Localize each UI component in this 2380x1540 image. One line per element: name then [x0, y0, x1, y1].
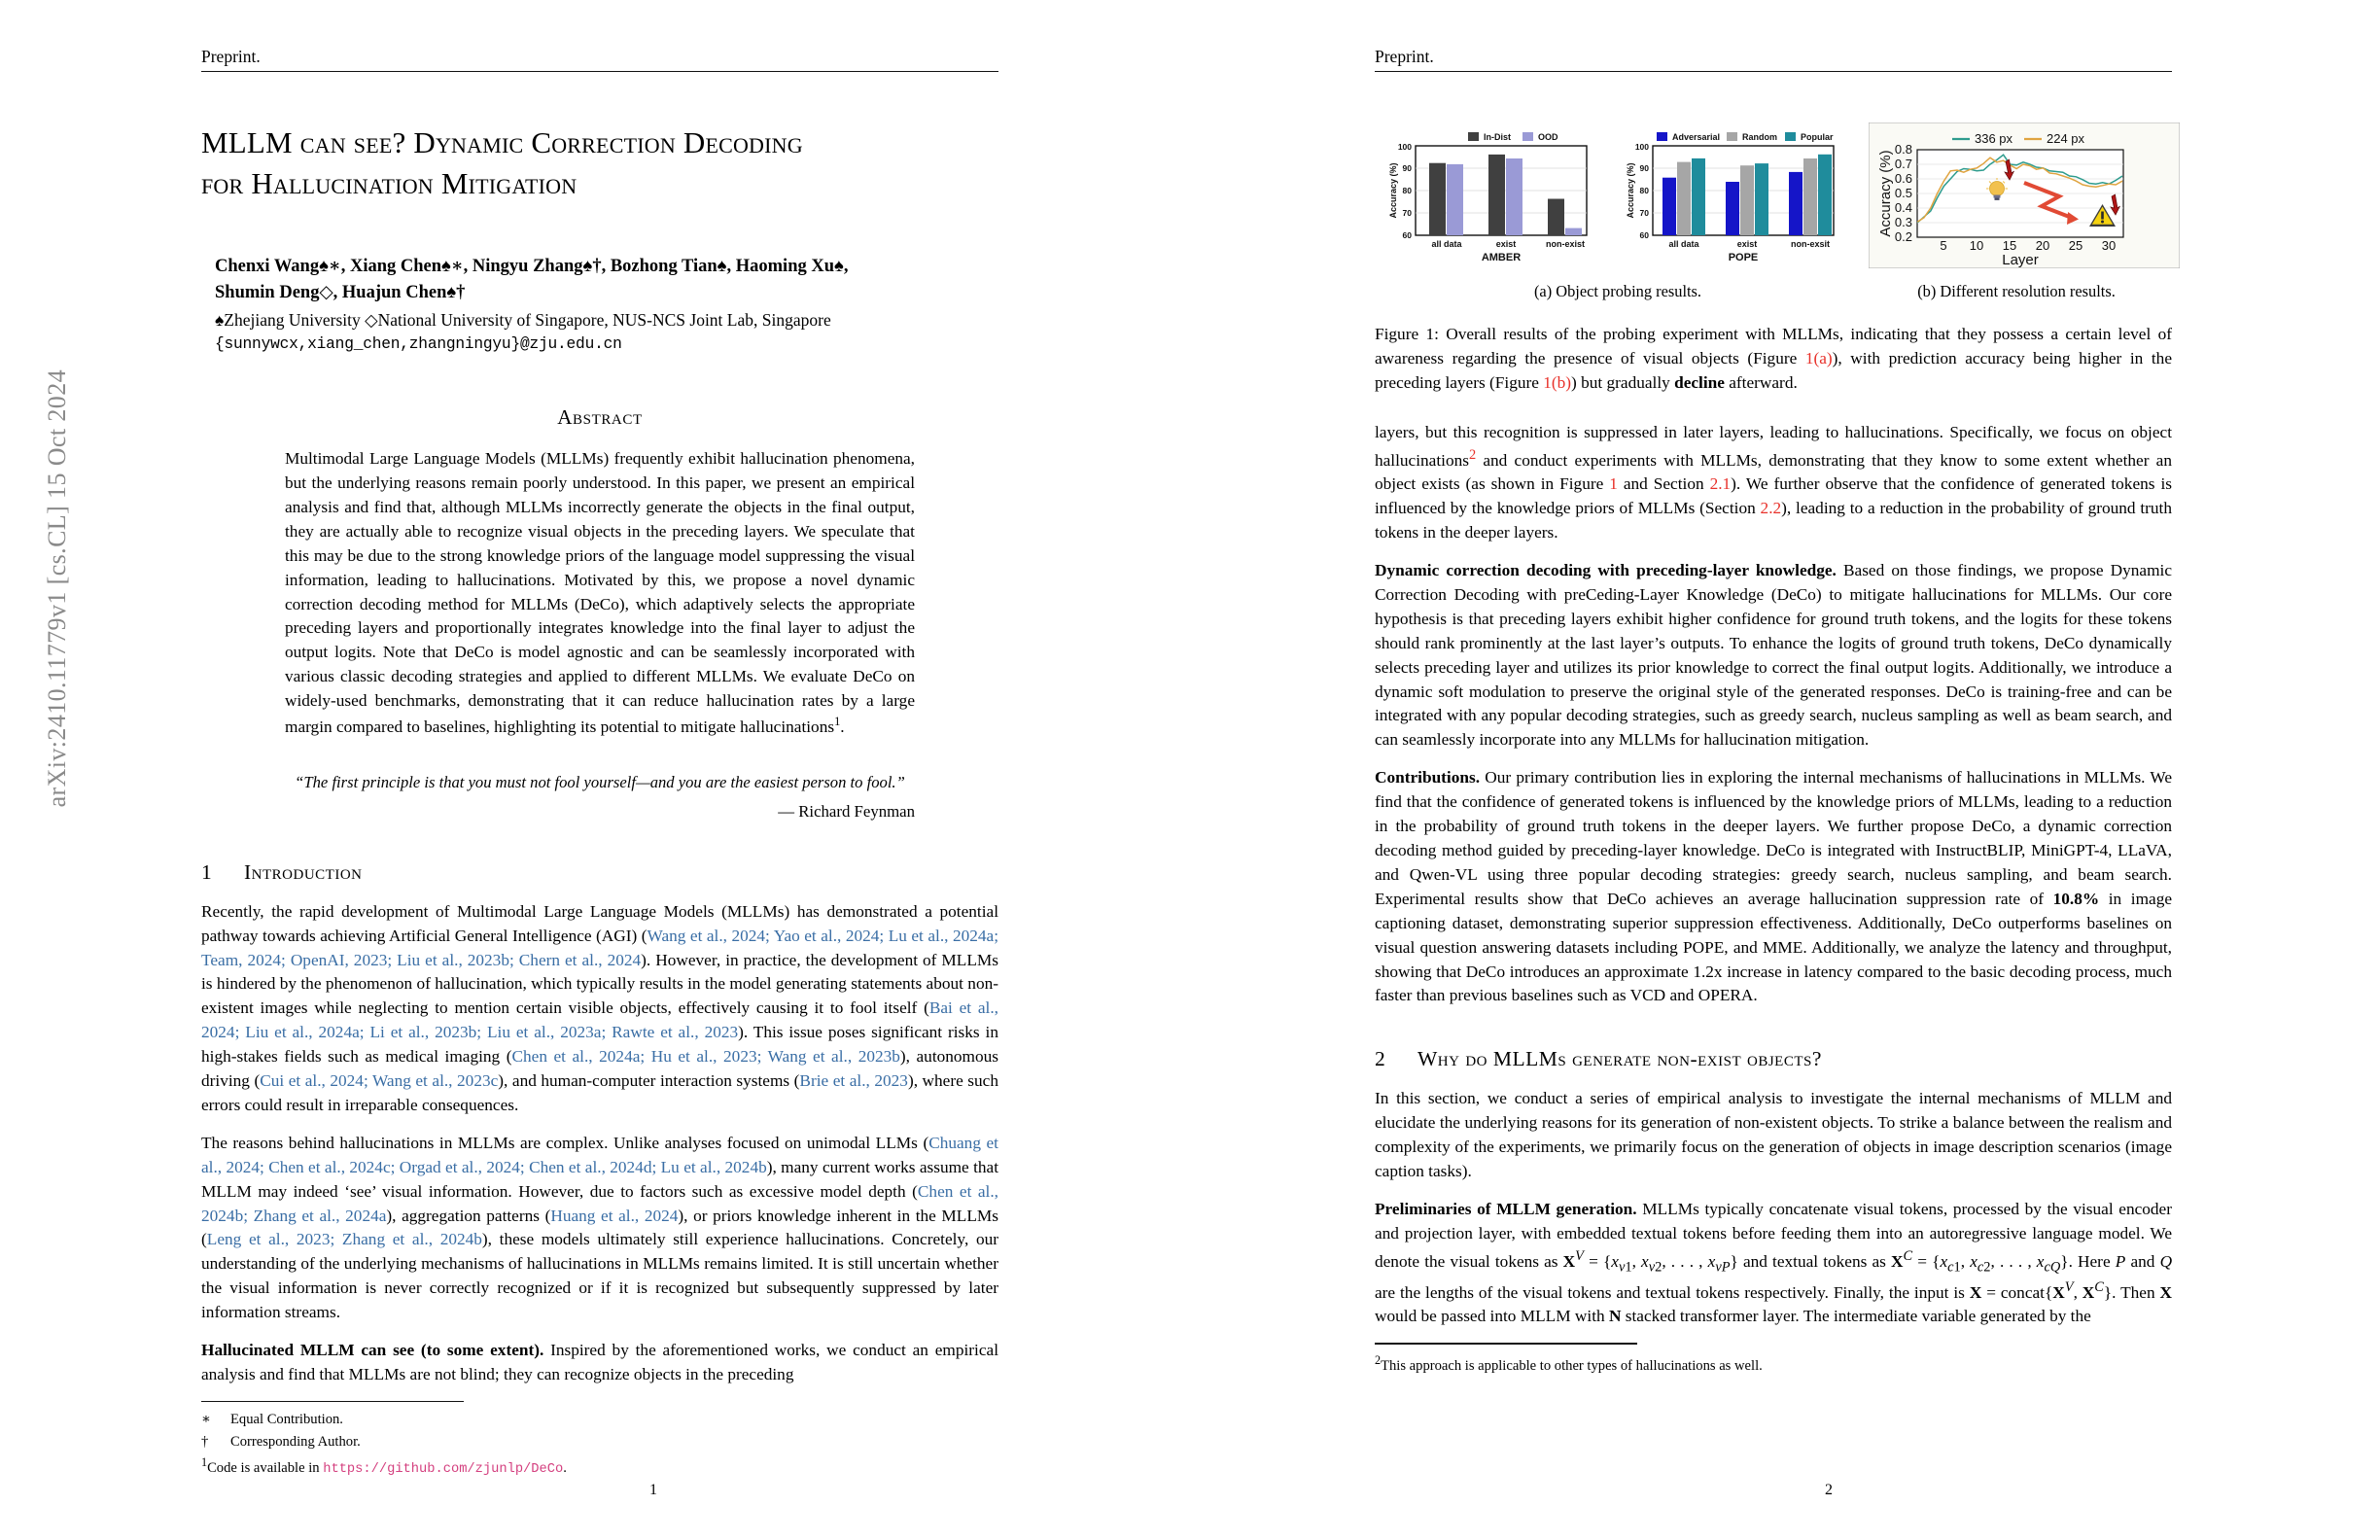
legend-swatch-in-dist [1468, 132, 1479, 141]
pope-ytick-70: 70 [1639, 208, 1649, 218]
footnote-code-link [201, 1454, 998, 1479]
citation-group-1[interactable]: Wang et al., 2024; Yao et al., 2024; Lu et al., 2024a; Team, 2024; OpenAI, 2023; Liu et al., 2023b; Chern et al., 2024 [201, 926, 998, 969]
page-title [201, 122, 998, 203]
subcaption-a: (a) Object probing results. [1533, 282, 1702, 300]
figcap-ref-1a[interactable]: 1(a) [1804, 348, 1833, 368]
title-line-1-prefix: MLLM [201, 125, 293, 159]
p2-p5-lead: Preliminaries of MLLM generation. [1375, 1199, 1637, 1218]
section-1-title: Introduction [244, 859, 363, 884]
subcaption-b: (b) Different resolution results. [1917, 282, 2116, 300]
running-head-2: Preprint. [1375, 47, 2172, 72]
amber-ytick-60: 60 [1402, 230, 1412, 240]
author-line-2: Shumin Deng◇, Huajun Chen♠† [215, 282, 466, 302]
p2-p3-text-a: Our primary contribution lies in exploring the internal mechanisms of hallucinations in MLLMs. We find that the confidence of generated tokens is influenced by the knowledge priors of MLLMs, leading to a reduction in the probability of ground truth tokens in the deeper layers. We further propose DeCo, a dynamic correction decoding method guided by preceding-layer knowledge. DeCo is integrated with InstructBLIP, MiniGPT-4, LLaVA, and Qwen-VL using three popular decoding strategies: greedy search, nucleus sampling, and beam search. Experimental results show that DeCo achieves an average hallucination suppression rate of [1375, 768, 2172, 908]
linechart-ytick-0-8: 0.8 [1894, 142, 1912, 157]
linechart-ytick-0-7: 0.7 [1894, 157, 1912, 171]
figcap-b: ), with prediction accuracy being higher in the preceding layers (Figure [1375, 348, 2172, 392]
section-1-heading [201, 860, 998, 885]
page2-paragraph-contributions [1375, 766, 2172, 1008]
title-line-1-rest: can see? Dynamic Correction Decoding [292, 125, 803, 159]
linechart-xtick-25: 25 [2068, 238, 2083, 253]
legend-label-336px: 336 px [1975, 131, 2013, 146]
intro-p2-d: ), or priors knowledge inherent in the MLLMs ( [201, 1206, 998, 1249]
linechart-xtick-20: 20 [2035, 238, 2050, 253]
epigraph-attribution: — Richard Feynman [778, 801, 915, 821]
pope-dataset-label: POPE [1728, 252, 1759, 263]
footnote-marker-star: ∗ [201, 1412, 211, 1428]
citation-group-7[interactable]: Chen et al., 2024b; Zhang et al., 2024a [201, 1181, 999, 1225]
page-number-1: 1 [649, 1482, 657, 1498]
pope-bar-nonexist-random [1803, 158, 1817, 235]
footnote-rule-2 [1375, 1343, 1637, 1344]
title-line-2: for Hallucination Mitigation [201, 165, 578, 200]
intro-p1-f: ), where such errors could result in irreparable consequences. [201, 1071, 998, 1114]
abstract-text: Multimodal Large Language Models (MLLMs) frequently exhibit hallucination phenomena, but the underlying reasons remain poorly understood. In this paper, we present an empirical analysis and find that, although MLLMs incorrectly generate the objects in the final output, they are actually able to recognize visual objects in the preceding layers. We speculate that this may be due to the strong knowledge priors of the language model suppressing the visual information, leading to hallucinations. Motivated by this, we propose a novel dynamic correction decoding method for MLLMs (DeCo), which adaptively selects the appropriate preceding layers and proportionally integrates knowledge into the final layer to adjust the output logits. Note that DeCo is model agnostic and can be seamlessly incorporated with various classic decoding strategies and applied to different MLLMs. We evaluate DeCo on widely-used benchmarks, demonstrating that it can reduce hallucination rates by a large margin compared to baselines, highlighting its potential to mitigate hallucinations [285, 449, 915, 736]
github-repo-link[interactable]: https://github.com/zjunlp/DeCo [323, 1461, 564, 1477]
linechart-ytick-0-6: 0.6 [1894, 171, 1912, 186]
legend-label-random: Random [1742, 132, 1777, 142]
legend-swatch-random [1727, 132, 1737, 141]
amber-ytick-70: 70 [1402, 208, 1412, 218]
citation-group-4[interactable]: Cui et al., 2024; Wang et al., 2023c [260, 1071, 499, 1091]
p2-p3-text-b: in image captioning dataset, demonstrating superior suppression effectiveness. Additionally, DeCo outperforms baselines on visual question answering datasets including POPE, and MME. Additionally, we analyze the latency and throughput, showing that DeCo introduces an approximate 1.2x increase in latency compared to the basic decoding process, much faster than previous baselines such as VCD and OPERA. [1375, 889, 2172, 1005]
figcap-d: afterward. [1724, 372, 1798, 392]
pope-bar-exist-popular [1755, 163, 1768, 235]
figure-1 [1375, 122, 2172, 396]
linechart-xtick-30: 30 [2101, 238, 2117, 253]
intro-p2-c: ), aggregation patterns ( [386, 1206, 551, 1225]
amber-ytick-90: 90 [1402, 163, 1412, 173]
pope-ytick-60: 60 [1639, 230, 1649, 240]
page-1-content [201, 47, 998, 1481]
amber-bar-nonexist-ood [1565, 228, 1582, 235]
section-2-title: Why do MLLMs generate non-exist objects? [1418, 1047, 1822, 1071]
author-emails: {sunnywcx,xiang_chen,zhangningyu}@zju.edu.cn [215, 335, 622, 354]
citation-group-6[interactable]: Chuang et al., 2024; Chen et al., 2024c; Orgad et al., 2024; Chen et al., 2024d; Lu et al., 2024b [201, 1133, 998, 1176]
footnote-marker-2: 2 [1375, 1352, 1382, 1367]
amber-bar-alldata-indist [1429, 163, 1446, 235]
figcap-ref-1b[interactable]: 1(b) [1543, 372, 1572, 392]
figcap-a: Figure 1: Overall results of the probing experiment with MLLMs, indicating that they possess a certain level of awareness regarding the presence of visual objects (Figure [1375, 325, 2172, 368]
page2-paragraph-dynamic-correction [1375, 559, 2172, 752]
pope-bar-alldata-popular [1692, 158, 1705, 235]
author-list [201, 254, 998, 306]
citation-group-3[interactable]: Chen et al., 2024a; Hu et al., 2023; Wang et al., 2023b [511, 1047, 900, 1067]
linechart-ytick-0-2: 0.2 [1894, 229, 1912, 244]
p2-p1-d: ). We further observe that the confidence of generated tokens is influenced by the knowledge priors of MLLMs (Section [1375, 474, 2172, 518]
footnote-text-3a: Code is available in [207, 1459, 324, 1476]
linechart-ytick-0-3: 0.3 [1894, 215, 1912, 229]
pope-bar-exist-adversarial [1726, 182, 1739, 235]
amber-bar-nonexist-indist [1548, 199, 1564, 236]
pope-ytick-90: 90 [1639, 163, 1649, 173]
pope-ylabel: Accuracy (%) [1626, 162, 1635, 219]
subfigure-a-object-probing [1367, 122, 1853, 268]
legend-swatch-adversarial [1657, 132, 1667, 141]
footnote-marker-1: 1 [201, 1454, 208, 1469]
intro-p1-a: Recently, the rapid development of Multimodal Large Language Models (MLLMs) has demonstrated a potential pathway towards achieving Artificial General Intelligence (AGI) ( [201, 901, 998, 945]
p2-p1-a: layers, but this recognition is suppressed in later layers, leading to hallucinations. Specifically, we focus on object hallucinations [1375, 422, 2172, 470]
abstract-body [285, 447, 915, 740]
footnote-text-page2: This approach is applicable to other types of hallucinations as well. [1381, 1357, 1763, 1374]
abstract-heading: Abstract [557, 405, 643, 430]
pope-bar-nonexist-popular [1818, 155, 1832, 235]
linechart-ytick-0-4: 0.4 [1894, 200, 1912, 215]
abstract-footnote-marker: 1 [834, 715, 841, 729]
p2-p1-b: and conduct experiments with MLLMs, demonstrating that they know to some extent whether an object exists (as shown in Figure [1375, 450, 2172, 494]
footnote-text-2: Corresponding Author. [230, 1433, 361, 1450]
pope-xtick-all-data: all data [1668, 239, 1699, 249]
intro-paragraph-2 [201, 1132, 998, 1325]
section-1-number: 1 [201, 859, 213, 884]
abstract-period: . [840, 717, 845, 736]
linechart-xtick-15: 15 [2002, 238, 2017, 253]
epigraph-quote: “The first principle is that you must not fool yourself—and you are the easiest person to fool.” [295, 772, 905, 791]
legend-swatch-popular [1785, 132, 1796, 141]
footnote-marker-dagger: † [201, 1433, 209, 1450]
citation-group-9[interactable]: Leng et al., 2023; Zhang et al., 2024b [206, 1230, 482, 1249]
legend-label-ood: OOD [1538, 132, 1558, 142]
linechart-xtick-5: 5 [1940, 238, 1947, 253]
figure-1-subcaptions [1375, 282, 2172, 301]
p2-p5-text: MLLMs typically concatenate visual tokens, processed by the visual encoder and projection layer, with embedded textual tokens before feeding them into an autoregressive language model. We denote the visual tokens as $X^V = \{x_{v1}$, $x_{v2}$, . . . , $x_{vP}$} and textual tokens as $X^C = \{x_{c1}$, $x_{c2}$, . . . , $x_{cQ}$}. Here P and Q are the lengths of the visual tokens and textual tokens respectively. Finally, the input is $X = concat\{X^V$, $X^C$}. Then X would be passed into MLLM with N stacked transformer layer. The intermediate variable generated by the [1375, 1199, 2173, 1326]
pope-bar-exist-random [1740, 165, 1754, 235]
footnote-corresponding-author [201, 1432, 998, 1452]
citation-group-2[interactable]: Bai et al., 2024; Liu et al., 2024a; Li et al., 2023b; Liu et al., 2023a; Rawte et al., 2023 [201, 998, 998, 1042]
legend-label-popular: Popular [1801, 132, 1834, 142]
footnote-text-3b: . [563, 1459, 567, 1476]
amber-xtick-all-data: all data [1431, 239, 1462, 249]
pope-ytick-100: 100 [1634, 142, 1649, 152]
intro-p2-b: ), many current works assume that MLLM may indeed ‘see’ visual information. However, due to factors such as excessive model depth ( [201, 1157, 999, 1201]
affiliations: ♠Zhejiang University ◇National University of Singapore, NUS-NCS Joint Lab, Singapore [215, 309, 831, 330]
citation-group-5[interactable]: Brie et al., 2023 [799, 1071, 908, 1091]
amber-bar-exist-ood [1506, 158, 1522, 235]
ref-figure-1[interactable]: 1 [1609, 474, 1618, 494]
pope-bar-nonexist-adversarial [1789, 172, 1802, 235]
p2-p1-c: and Section [1617, 474, 1710, 494]
intro-p1-c: ). This issue poses significant risks in high-stakes fields such as medical imaging ( [201, 1023, 998, 1067]
p2-p3-lead: Contributions. [1375, 768, 1481, 788]
page-2-content [1375, 47, 2172, 1378]
intro-p3-text: Inspired by the aforementioned works, we conduct an empirical analysis and find that MLLMs are not blind; they can recognize objects in the preceding [201, 1341, 998, 1384]
page-2 [1190, 0, 2380, 1540]
intro-paragraph-3 [201, 1339, 998, 1387]
ref-section-2-1[interactable]: 2.1 [1709, 474, 1732, 494]
legend-label-adversarial: Adversarial [1672, 132, 1721, 142]
p2-p2-lead: Dynamic correction decoding with preceding-layer knowledge. [1375, 561, 1837, 580]
p2-p1-footnote-marker: 2 [1468, 446, 1477, 463]
amber-ytick-100: 100 [1397, 142, 1412, 152]
subfigure-b-resolution-results [1869, 122, 2180, 268]
intro-p3-lead: Hallucinated MLLM can see (to some extent). [201, 1341, 544, 1360]
arxiv-stamp: arXiv:2410.11779v1 [cs.CL] 15 Oct 2024 [43, 369, 71, 808]
running-head: Preprint. [201, 47, 998, 72]
p2-p1-e: ), leading to a reduction in the probability of ground truth tokens in the deeper layers. [1375, 499, 2172, 542]
pope-ytick-80: 80 [1639, 186, 1649, 195]
figure-1-caption [1375, 323, 2172, 396]
pope-xtick-non-exsit: non-exsit [1790, 239, 1831, 249]
intro-paragraph-1 [201, 900, 998, 1118]
citation-group-8[interactable]: Huang et al., 2024 [550, 1206, 679, 1225]
intro-p1-d: ), autonomous driving ( [201, 1047, 998, 1091]
p2-p2-text: Based on those findings, we propose Dynamic Correction Decoding with preCeding-Layer Knowledge (DeCo) to mitigate hallucinations for MLLMs. Our core hypothesis is that preceding layers exhibit higher confidence for ground truth tokens, and the logits for these tokens should rank prominently at the last layer’s outputs. To enhance the logits of ground truth tokens, DeCo dynamically selects preceding layer and utilizes its prior knowledge to correct the final output logits. Additionally, we introduce a dynamic soft modulation to preserve the original style of the generated responses. DeCo is training-free and can be integrated with any popular decoding strategies, such as greedy search, nucleus sampling as well as beam search, and can seamlessly incorporate into any MLLMs for hallucination mitigation. [1375, 561, 2172, 750]
pope-xtick-exist: exist [1736, 239, 1758, 249]
author-line-1: Chenxi Wang♠∗, Xiang Chen♠∗, Ningyu Zhang♠†, Bozhong Tian♠, Haoming Xu♠, [215, 257, 849, 277]
figure-1-subfigures [1375, 122, 2172, 268]
linechart-xlabel: Layer [2002, 252, 2039, 268]
pope-bar-alldata-adversarial [1662, 178, 1676, 235]
line-chart-svg [1869, 122, 2180, 268]
figcap-bold: decline [1674, 372, 1725, 392]
page2-paragraph-preliminaries [1375, 1198, 2172, 1329]
intro-p2-e: ), these models ultimately still experience hallucinations. Concretely, our understanding of the underlying mechanisms of hallucinations in MLLMs remains limited. It is still uncertain whether the visual information is never correctly recognized or if it is recognized but subsequently suppressed by later information streams. [201, 1230, 998, 1322]
p2-p3-metric: 10.8% [2052, 889, 2100, 908]
intro-p2-a: The reasons behind hallucinations in MLLMs are complex. Unlike analyses focused on unimodal LLMs ( [201, 1133, 929, 1152]
legend-label-224px: 224 px [2047, 131, 2085, 146]
amber-dataset-label: AMBER [1481, 252, 1522, 263]
linechart-ylabel: Accuracy (%) [1877, 150, 1894, 237]
bar-charts-svg [1367, 122, 1853, 268]
legend-swatch-ood [1522, 132, 1533, 141]
footnote-text-1: Equal Contribution. [230, 1412, 343, 1428]
figcap-c: ) but gradually [1571, 372, 1675, 392]
amber-ylabel: Accuracy (%) [1388, 162, 1398, 219]
amber-xtick-exist: exist [1495, 239, 1517, 249]
section-2-heading [1375, 1047, 2172, 1071]
amber-ytick-80: 80 [1402, 186, 1412, 195]
linechart-xtick-10: 10 [1969, 238, 1984, 253]
amber-bar-exist-indist [1488, 155, 1505, 235]
page2-paragraph-1 [1375, 421, 2172, 545]
intro-p1-e: ), and human-computer interaction systems ( [498, 1071, 800, 1091]
section-2-number: 2 [1375, 1047, 1386, 1071]
footnote-page2 [1375, 1352, 2172, 1377]
pope-bar-alldata-random [1677, 162, 1691, 235]
legend-label-in-dist: In-Dist [1484, 132, 1511, 142]
intro-p1-b: ). However, in practice, the development of MLLMs is hindered by the phenomenon of hallucination, which typically results in the model generating statements about non-existent images while neglecting to mention certain visible objects, effectively causing it to fool itself ( [201, 950, 999, 1018]
page-number-2: 2 [1825, 1482, 1833, 1498]
linechart-ytick-0-5: 0.5 [1894, 186, 1912, 200]
footnote-rule [201, 1401, 464, 1402]
amber-xtick-non-exist: non-exist [1545, 239, 1586, 249]
ref-section-2-2[interactable]: 2.2 [1760, 499, 1782, 518]
footnote-equal-contribution [201, 1410, 998, 1430]
amber-bar-alldata-ood [1447, 164, 1463, 235]
page2-paragraph-4: In this section, we conduct a series of empirical analysis to investigate the internal mechanisms of MLLM and elucidate the underlying reasons for its generation of non-existent objects. To strike a balance between the realism and complexity of the experiments, we primarily focus on the generation of objects in image description scenarios (image caption tasks). [1375, 1089, 2172, 1181]
